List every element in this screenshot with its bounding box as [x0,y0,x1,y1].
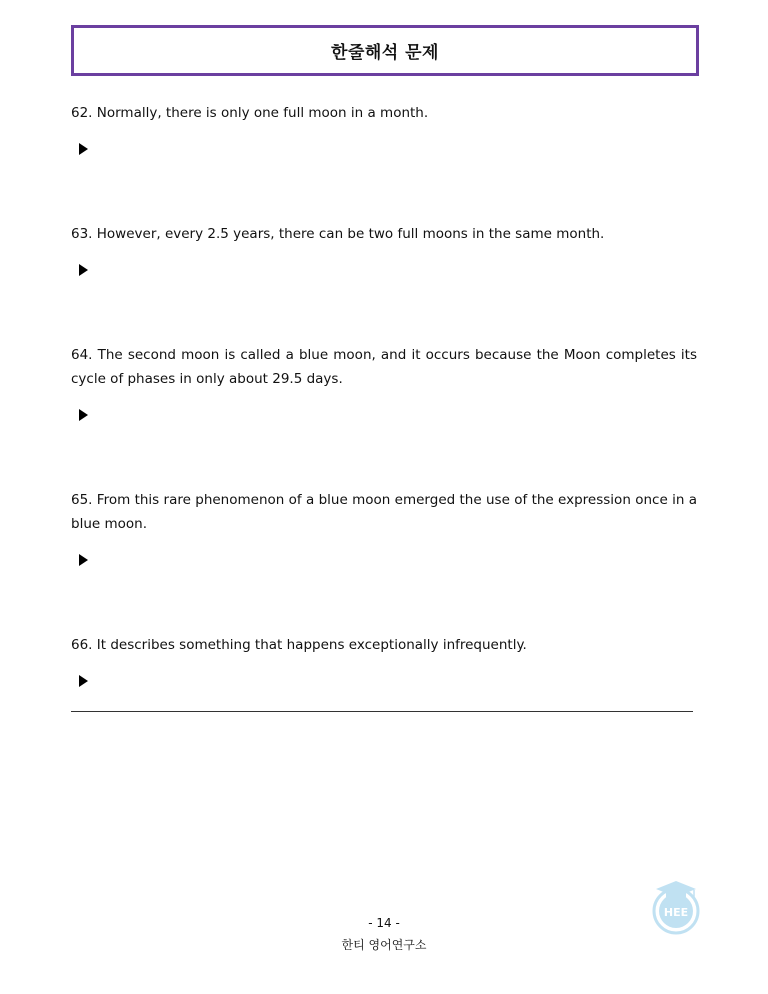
question-65: 65. From this rare phenomenon of a blue moon emerged the use of the expression once in a blue moon. [71,492,697,532]
hee-logo [648,877,704,937]
arrow-right-icon [79,675,88,687]
title-box [71,25,699,76]
question-62: 62. Normally, there is only one full moon in a month. [71,105,429,121]
answer-row-65[interactable] [71,548,697,572]
arrow-right-icon [79,143,88,155]
page-title: 한줄해석 문제 [331,43,439,63]
page-number: - 14 - [368,916,400,930]
arrow-right-icon [79,264,88,276]
question-list [71,101,697,693]
question-66: 66. It describes something that happens exceptionally infrequently. [71,637,527,653]
footer-organization: 한티 영어연구소 [341,938,427,952]
answer-row-63[interactable] [71,258,697,282]
answer-row-64[interactable] [71,403,697,427]
question-63: 63. However, every 2.5 years, there can be two full moons in the same month. [71,226,605,242]
arrow-right-icon [79,409,88,421]
answer-row-66[interactable] [71,669,697,693]
divider-line [71,711,693,712]
answer-row-62[interactable] [71,137,697,161]
arrow-right-icon [79,554,88,566]
logo-text: HEE [663,906,689,919]
question-64: 64. The second moon is called a blue moon, and it occurs because the Moon completes its cycle of phases in only about 29.5 days. [71,347,697,387]
